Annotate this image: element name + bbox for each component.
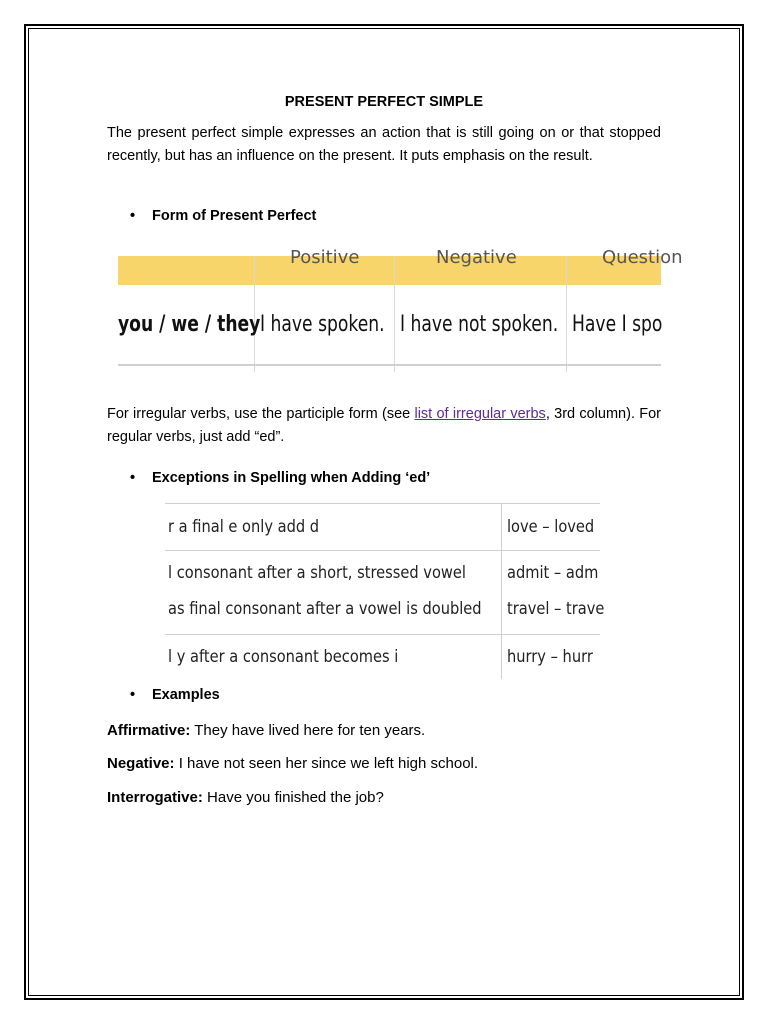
form-cell-negative: I have not spoken. bbox=[400, 312, 559, 337]
example-label: Affirmative: bbox=[107, 722, 191, 739]
spelling-example: love – loved bbox=[507, 517, 595, 537]
form-cell-question: Have I spo bbox=[572, 312, 663, 337]
form-cell-subject: you / we / they bbox=[118, 312, 261, 337]
bullet-form-label: Form of Present Perfect bbox=[152, 208, 317, 224]
bullet-examples-label: Examples bbox=[152, 687, 220, 703]
form-header-question: Question bbox=[602, 247, 683, 268]
form-table-divider bbox=[394, 256, 395, 372]
bullet-dot-icon: • bbox=[130, 208, 136, 224]
bullet-dot-icon: • bbox=[130, 687, 136, 703]
form-cell-positive: I have spoken. bbox=[260, 312, 385, 337]
form-table-image bbox=[118, 247, 683, 372]
example-negative bbox=[107, 755, 478, 772]
spelling-example: admit – adm bbox=[507, 563, 599, 583]
example-text: They have lived here for ten years. bbox=[190, 722, 426, 739]
form-table-divider bbox=[566, 256, 567, 372]
example-label: Interrogative: bbox=[107, 789, 203, 806]
irregular-text-before: For irregular verbs, use the participle form (see bbox=[107, 406, 415, 422]
spelling-table-line bbox=[165, 550, 600, 551]
spelling-rule: l y after a consonant becomes i bbox=[168, 647, 399, 667]
spelling-example: travel – trave bbox=[507, 599, 605, 619]
example-interrogative bbox=[107, 789, 384, 806]
spelling-rule: l consonant after a short, stressed vowel bbox=[168, 563, 466, 583]
example-label: Negative: bbox=[107, 755, 175, 772]
example-text: Have you finished the job? bbox=[202, 789, 384, 806]
intro-paragraph: The present perfect simple expresses an action that is still going on or that stopped recently, but has an influence on the present. It puts emphasis on the result. bbox=[107, 125, 661, 164]
spelling-table-line bbox=[165, 634, 600, 635]
page-title: PRESENT PERFECT SIMPLE bbox=[284, 94, 484, 110]
example-affirmative bbox=[107, 722, 425, 739]
spelling-table-image bbox=[165, 503, 605, 679]
spelling-table-line bbox=[165, 503, 600, 504]
form-header-negative: Negative bbox=[436, 247, 517, 268]
form-table-header-band bbox=[118, 256, 661, 285]
form-header-positive: Positive bbox=[290, 247, 360, 268]
bullet-dot-icon: • bbox=[130, 470, 136, 486]
irregular-text-after: , 3rd column). For regular verbs, just add “ed”. bbox=[107, 406, 662, 445]
spelling-example: hurry – hurr bbox=[507, 647, 593, 667]
form-table-bottom-line bbox=[118, 364, 661, 366]
example-text: I have not seen her since we left high school. bbox=[174, 755, 479, 772]
spelling-table-divider bbox=[501, 503, 502, 679]
spelling-rule: as final consonant after a vowel is doubled bbox=[168, 599, 482, 619]
bullet-exceptions-label: Exceptions in Spelling when Adding ‘ed’ bbox=[152, 470, 431, 486]
spelling-rule: r a final e only add d bbox=[168, 517, 320, 537]
irregular-paragraph bbox=[107, 403, 661, 449]
irregular-verbs-link[interactable]: list of irregular verbs bbox=[414, 406, 546, 422]
